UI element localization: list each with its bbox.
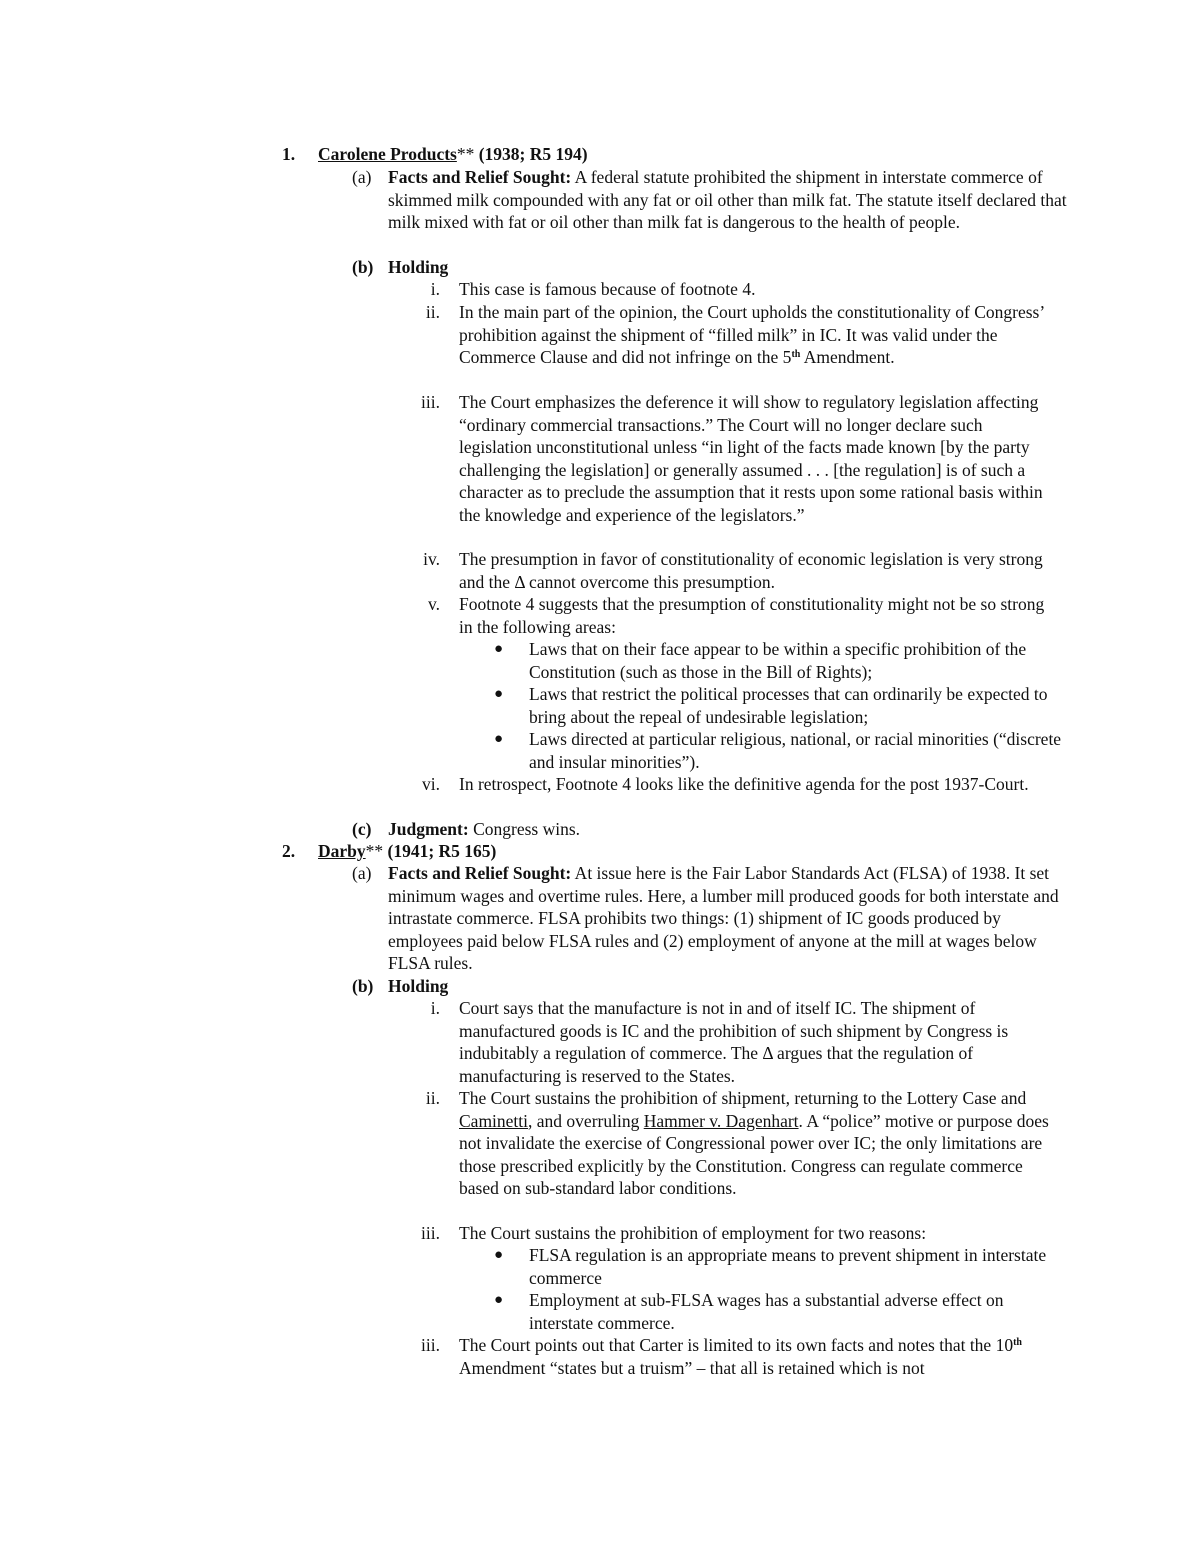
judgment-paragraph (388, 818, 1068, 841)
holding-point (459, 1087, 1059, 1200)
roman-numeral: v. (428, 594, 440, 614)
case-citation-hammer: Hammer v. Dagenhart (643, 1110, 799, 1131)
case-citation-caminetti: Caminetti (459, 1110, 529, 1131)
case-name: Darby (318, 841, 366, 861)
roman-numeral: iii. (421, 392, 440, 412)
roman-numeral: iv. (423, 549, 440, 569)
bullet-icon: ● (494, 731, 504, 747)
holding-heading: Holding (388, 976, 449, 996)
holding-point-text: In the main part of the opinion, the Court upholds the constitutionality of Congress’ prohibition against the shipment of “filled milk” in IC. It was valid under the Commerce Clause and did not infringe on the 5 (459, 302, 1044, 368)
holding-point: In retrospect, Footnote 4 looks like the definitive agenda for the post 1937-Court. (459, 774, 1029, 794)
bullet-item: FLSA regulation is an appropriate means to prevent shipment in interstate commerce (529, 1245, 1047, 1288)
holding-point-text: The Court sustains the prohibition of shipment, returning to the Lottery Case and (459, 1088, 1027, 1108)
holding-point: The Court emphasizes the deference it will show to regulatory legislation affecting “ordinary commercial transactions.” The Court will no longer declare such legislation unconstitutional unless “in light of the facts made known [by the party challenging the legislation] or generally assumed . . . [the regulation] is of such a character as to preclude the assumption that it rests upon some rational basis within the knowledge and experience of the legislators.” (459, 392, 1043, 525)
case-stars: ** (456, 144, 475, 164)
case-number: 1. (282, 144, 296, 164)
holding-point-text: . A “police” motive or purpose does not invalidate the exercise of Congressional power over IC; the only limitations are those prescribed explicitly by the Constitution. Congress can regulate commerce based on sub-standard labor conditions. (459, 1110, 1049, 1199)
facts-paragraph (388, 166, 1068, 234)
section-label: (b) (352, 257, 374, 277)
roman-numeral: ii. (425, 302, 440, 322)
bullet-icon: ● (494, 641, 504, 657)
roman-numeral: iii. (421, 1335, 440, 1355)
judgment-heading: Judgment: (388, 819, 469, 839)
section-label: (a) (352, 167, 372, 187)
holding-point (459, 1334, 1065, 1379)
case-heading (318, 840, 1078, 863)
holding-heading: Holding (388, 257, 449, 277)
facts-text: A federal statute prohibited the shipment in interstate commerce of skimmed milk compounded with any fat or oil other than milk fat. The statute itself declared that milk mixed with fat or oil other than milk fat is dangerous to the health of people. (388, 167, 1067, 233)
roman-numeral: vi. (422, 774, 440, 794)
section-label: (b) (352, 976, 374, 996)
judgment-text: Congress wins. (468, 819, 581, 839)
holding-point: This case is famous because of footnote 4. (459, 279, 756, 299)
holding-point-text: The Court points out that Carter is limited to its own facts and notes that the 10 (459, 1335, 1014, 1355)
holding-point-tail: Amendment. (800, 347, 895, 368)
case-stars: ** (365, 841, 384, 861)
bullet-item: Laws directed at particular religious, national, or racial minorities (“discrete and insular minorities”). (529, 729, 1062, 772)
case-citation: (1938; R5 194) (474, 144, 588, 164)
bullet-icon: ● (494, 1247, 504, 1263)
case-name: Carolene Products (318, 144, 457, 164)
ordinal-suffix: th (791, 349, 801, 361)
section-label: (a) (352, 863, 372, 883)
bullet-item: Laws that on their face appear to be within a specific prohibition of the Constitution (such as those in the Bill of Rights); (529, 639, 1027, 682)
roman-numeral: i. (430, 279, 440, 299)
holding-point: Court says that the manufacture is not in and of itself IC. The shipment of manufactured goods is IC and the prohibition of such shipment by Congress is indubitably a regulation of commerce. The Δ argues that the regulation of manufacturing is reserved to the States. (459, 998, 1009, 1086)
holding-point: The Court sustains the prohibition of employment for two reasons: (459, 1223, 927, 1243)
case-heading (318, 143, 1078, 166)
holding-point-tail: Amendment “states but a truism” – that all is retained which is not (459, 1357, 925, 1378)
holding-point: Footnote 4 suggests that the presumption of constitutionality might not be so strong in the following areas: (459, 594, 1045, 637)
roman-numeral: ii. (425, 1088, 440, 1108)
bullet-icon: ● (494, 686, 504, 702)
holding-point: The presumption in favor of constitutionality of economic legislation is very strong and the Δ cannot overcome this presumption. (459, 549, 1043, 592)
facts-paragraph (388, 862, 1068, 975)
case-citation: (1941; R5 165) (383, 841, 497, 861)
facts-text: At issue here is the Fair Labor Standards Act (FLSA) of 1938. It set minimum wages and overtime rules. Here, a lumber mill produced goods for both interstate and intrastate commerce. FLSA prohibits two things: (1) shipment of IC goods produced by employees paid below FLSA rules and (2) employment of anyone at the mill at wages below FLSA rules. (388, 863, 1059, 974)
holding-point-text: , and overruling (528, 1110, 644, 1131)
ordinal-suffix: th (1013, 1337, 1022, 1348)
facts-heading: Facts and Relief Sought: (388, 863, 572, 883)
roman-numeral: iii. (421, 1223, 440, 1243)
bullet-icon: ● (494, 1292, 504, 1308)
facts-heading: Facts and Relief Sought: (388, 167, 572, 187)
bullet-item: Employment at sub-FLSA wages has a substantial adverse effect on interstate commerce. (529, 1290, 1004, 1333)
holding-point (459, 301, 1059, 369)
section-label: (c) (352, 819, 372, 839)
case-number: 2. (282, 841, 296, 861)
bullet-item: Laws that restrict the political processes that can ordinarily be expected to bring about the repeal of undesirable legislation; (529, 684, 1048, 727)
roman-numeral: i. (430, 998, 440, 1018)
